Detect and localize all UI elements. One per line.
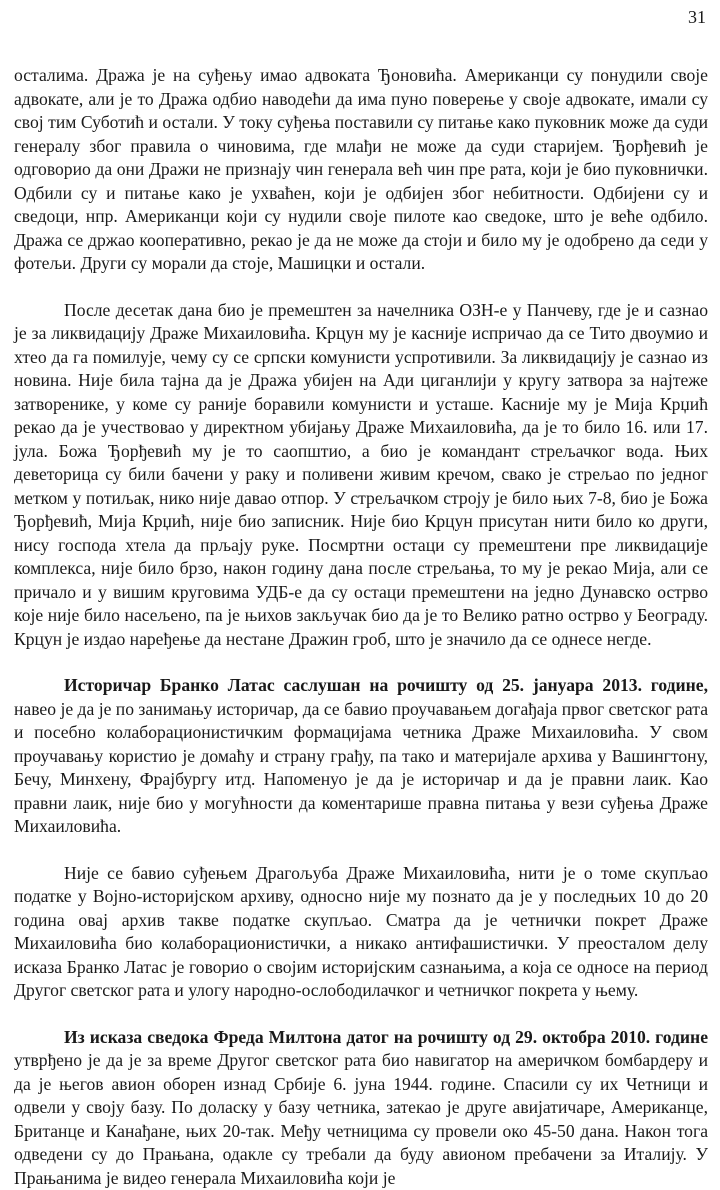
paragraph-trial-details	[14, 64, 708, 276]
paragraph-bold-lead: Историчар Бранко Латас саслушан на рочишту од 25. јануара 2013. године,	[64, 675, 708, 695]
paragraph-gap	[14, 651, 708, 674]
paragraph-liquidation	[14, 299, 708, 652]
paragraph-text: навео је да је по занимању историчар, да се бавио проучавањем догађаја првог светског рата и посебно колаборационистичким формацијама четника Драже Михаиловића. У свом проучавању користио је домаћу и страну грађу, па тако и материјале архива у Вашингтону, Бечу, Минхену, Фрајбургу итд. Напоменуо је да је историчар и да је правни лаик. Као правни лаик, није био у могућности да коментарише правна питања у вези суђења Драже Михаиловића.	[14, 699, 708, 837]
paragraph-gap	[14, 276, 708, 299]
page-number: 31	[688, 6, 706, 28]
paragraph-milton-testimony	[14, 1026, 708, 1190]
paragraph-latas-continued	[14, 862, 708, 1003]
paragraph-latas-testimony	[14, 674, 708, 839]
paragraph-text: осталима. Дража је на суђењу имао адвоката Ђоновића. Американци су понудили своје адвокате, али је то Дража одбио наводећи да има пуно поверење у своје адвокате, имали су свој тим Суботић и остали. У току суђења поставили су питање како пуковник може да суди генералу због правила о чиновима, где млађи не може да суди старијем. Ђорђевић је одговорио да они Дражи не признају чин генерала већ чин пре рата, који је био пуковнички. Одбили су и питање како је ухваћен, који је одбијен због небитности. Одбијени су и сведоци, нпр. Американци који су нудили своје пилоте као сведоке, што је веће одбило. Дража се држао кооперативно, рекао је да не може да стоји и било му је одобрено да седи у фотељи. Други су морали да стоје, Машицки и остали.	[14, 65, 708, 273]
paragraph-text: утврђено је да је за време Другог светског рата био навигатор на америчком бомбардеру и да је његов авион оборен изнад Србије 6. јуна 1944. године. Спасили су их Четници и одвели у своју базу. По доласку у базу четника, затекао је друге авијатичаре, Американце, Британце и Канађане, њих 20-так. Међу четницима су провели око 45-50 дана. Након тога одведени су до Прањана, одакле су требали да буду авионом пребачени за Италију. У Прањанима је видео генерала Михаиловића који је	[14, 1050, 708, 1188]
paragraph-gap	[14, 839, 708, 862]
document-body	[14, 64, 708, 1190]
paragraph-bold-lead: Из исказа сведока Фреда Милтона датог на рочишту од 29. октобра 2010. године	[64, 1027, 708, 1047]
paragraph-text: Није се бавио суђењем Драгољуба Драже Михаиловића, нити је о томе скупљао податке у Војно-историјском архиву, односно није му познато да је у последњих 10 до 20 година овај архив такве податке скупљао. Сматра да је четнички покрет Драже Михаиловића био колаборационистички, а никако антифашистички. У преосталом делу исказа Бранко Латас је говорио о својим историјским сазнањима, а која се односе на период Другог светског рата и улогу народно-ослободилачког и четничког покрета у њему.	[14, 863, 708, 1001]
paragraph-text: После десетак дана био је премештен за начелника ОЗН-е у Панчеву, где је и сазнао је за ликвидацију Драже Михаиловића. Крцун му је касније испричао да се Тито двоумио и хтео да га помилује, чему су се српски комунисти успротивили. За ликвидацију је сазнао из новина. Није била тајна да је Дража убијен на Ади циганлији у кругу затвора за најтеже затворенике, у коме су раније боравили комунисти и усташе. Касније му је Мија Крџић рекао да је учествовао у директном убијању Драже Михаиловића, да је то било 16. или 17. јула. Божа Ђорђевић му је то саопштио, а био је командант стрељачког вода. Њих деветорица су били бачени у раку и поливени живим кречом, свако је стрељао по једног метком у потиљак, нико није давао отпор. У стрељачком строју је било њих 7-8, био је Божа Ђорђевић, Мија Крџић, није био записник. Није био Крцун присутан нити било ко други, нису господа хтела да прљају руке. Посмртни остаци су премештени пре ликвидације комплекса, није било брзо, након годину дана после стрељања, то му је рекао Мија, али се причало и у вишим круговима УДБ-е да су остаци премештени на једно Дунавско острво које није било насељено, па је њихов закључак био да је то Велико ратно острво у Београду. Крцун је издао наређење да нестане Дражин гроб, што је значило да се однесе негде.	[14, 300, 708, 649]
paragraph-gap	[14, 1003, 708, 1026]
